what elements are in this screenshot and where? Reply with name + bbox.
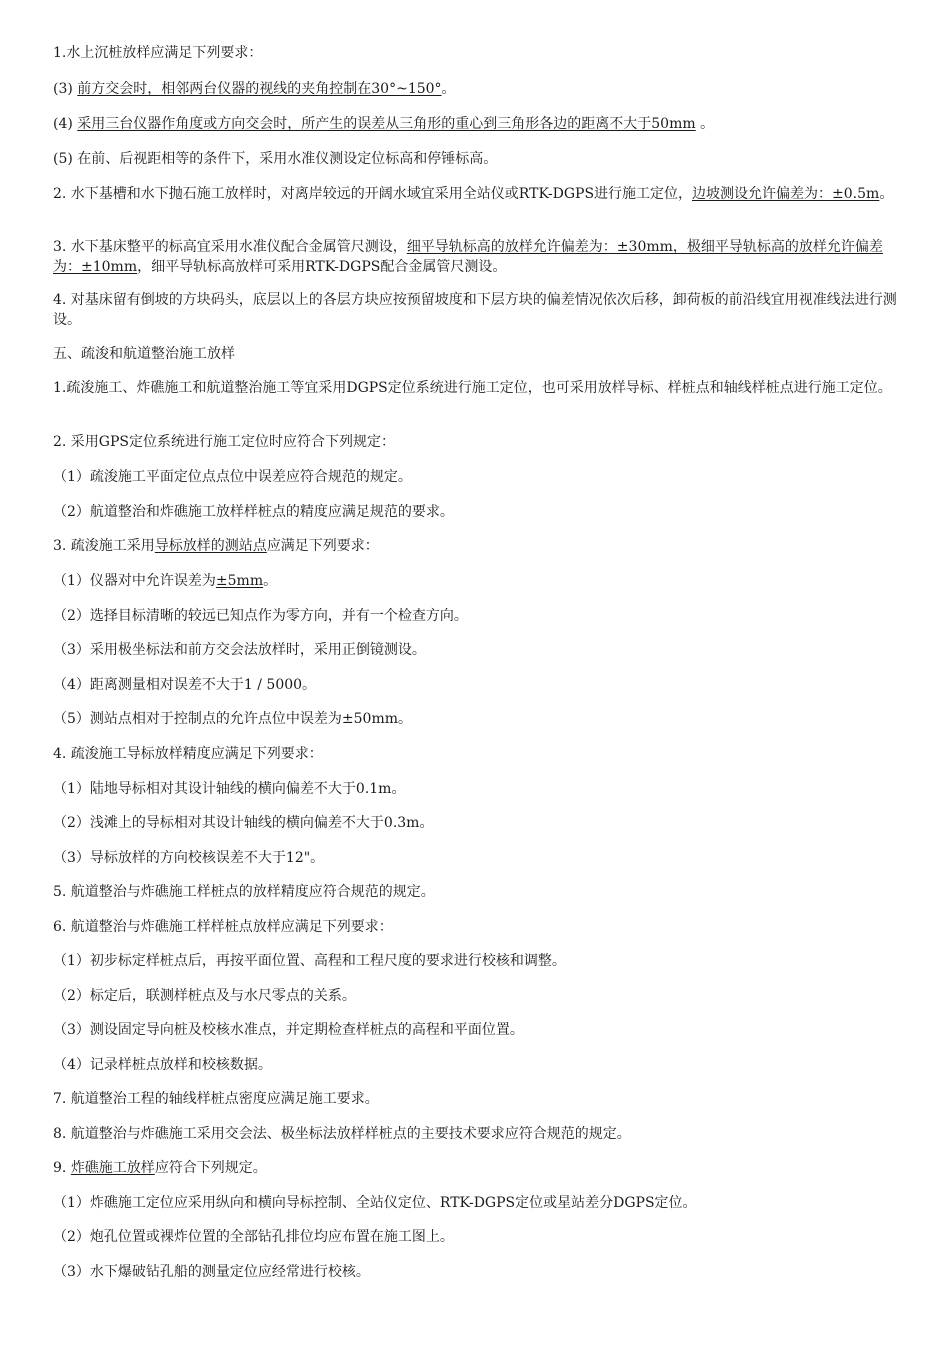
underlined-text: 前方交会时，相邻两台仪器的视线的夹角控制在30°~150° — [77, 81, 442, 97]
text-segment: 五、疏浚和航道整治施工放样 — [53, 346, 235, 362]
paragraph — [53, 1020, 899, 1040]
text-segment: 4. 疏浚施工导标放样精度应满足下列要求： — [53, 746, 323, 762]
text-segment: （1）仪器对中允许误差为 — [53, 573, 216, 589]
paragraph — [53, 467, 899, 487]
text-segment: 应符合下列规定。 — [154, 1160, 267, 1176]
underlined-text: 炸礁施工放样 — [70, 1160, 155, 1176]
underlined-text: 边坡测设允许偏差为：±0.5m — [692, 186, 880, 202]
text-segment: （2）选择目标清晰的较远已知点作为零方向，并有一个检查方向。 — [53, 608, 468, 624]
paragraph — [53, 1262, 899, 1282]
text-segment: （3）采用极坐标法和前方交会法放样时，采用正倒镜测设。 — [53, 642, 426, 658]
text-segment: （4）记录样桩点放样和校核数据。 — [53, 1057, 272, 1073]
text-segment: （1）初步标定样桩点后，再按平面位置、高程和工程尺度的要求进行校核和调整。 — [53, 953, 566, 969]
underlined-text: 细平导轨标高的放样允许偏差为：±30mm，极细平导轨标高的放样允许偏差为：±10mm — [53, 239, 883, 275]
paragraph — [53, 917, 899, 937]
text-segment: （3）导标放样的方向校核误差不大于12"。 — [53, 850, 325, 866]
paragraph — [53, 237, 899, 277]
text-segment: 2. 水下基槽和水下抛石施工放样时，对离岸较远的开阔水域宜采用全站仪或RTK-DGPS进行施工定位， — [53, 186, 693, 202]
paragraph — [53, 675, 899, 695]
paragraph — [53, 344, 899, 364]
paragraph — [53, 1227, 899, 1247]
text-segment: （2）浅滩上的导标相对其设计轴线的横向偏差不大于0.3m。 — [53, 815, 434, 831]
paragraph — [53, 536, 899, 556]
text-segment: （1）疏浚施工平面定位点点位中误差应符合规范的规定。 — [53, 469, 412, 485]
text-segment: （5）测站点相对于控制点的允许点位中误差为±50mm。 — [53, 711, 413, 727]
paragraph — [53, 43, 899, 63]
text-segment: （1）炸礁施工定位应采用纵向和横向导标控制、全站仪定位、RTK-DGPS定位或星站差分DGPS定位。 — [53, 1195, 697, 1211]
text-segment: 1.水上沉桩放样应满足下列要求： — [53, 45, 263, 61]
text-segment: （2）标定后，联测样桩点及与水尺零点的关系。 — [53, 988, 356, 1004]
text-segment: 3. 疏浚施工采用 — [53, 538, 155, 554]
text-segment: 9. — [53, 1160, 71, 1176]
underlined-text: ±5mm — [215, 573, 264, 589]
text-segment: (4) — [53, 116, 78, 132]
text-segment: 。 — [695, 116, 715, 132]
underlined-text: 导标放样的测站点 — [154, 538, 267, 554]
text-segment: 7. 航道整治工程的轴线样桩点密度应满足施工要求。 — [53, 1091, 379, 1107]
text-segment: (5) 在前、后视距相等的条件下，采用水准仪测设定位标高和停锤标高。 — [53, 151, 498, 167]
text-segment: 。 — [879, 186, 894, 202]
text-segment: 应满足下列要求： — [266, 538, 379, 554]
text-segment: （2）炮孔位置或裸炸位置的全部钻孔排位均应布置在施工图上。 — [53, 1229, 454, 1245]
paragraph — [53, 114, 899, 134]
paragraph — [53, 1124, 899, 1144]
underlined-text: 采用三台仪器作角度或方向交会时，所产生的误差从三角形的重心到三角形各边的距离不大于50mm — [77, 116, 696, 132]
paragraph — [53, 882, 899, 902]
text-segment: 8. 航道整治与炸礁施工采用交会法、极坐标法放样样桩点的主要技术要求应符合规范的规定。 — [53, 1126, 631, 1142]
text-segment: 5. 航道整治与炸礁施工样桩点的放样精度应符合规范的规定。 — [53, 884, 435, 900]
paragraph — [53, 986, 899, 1006]
paragraph — [53, 709, 899, 729]
paragraph — [53, 779, 899, 799]
paragraph — [53, 1055, 899, 1075]
paragraph — [53, 432, 899, 452]
paragraph — [53, 79, 899, 99]
text-segment: ，细平导轨标高放样可采用RTK-DGPS配合金属管尺测设。 — [137, 259, 507, 275]
text-segment: (3) — [53, 81, 78, 97]
paragraph — [53, 848, 899, 868]
text-segment: 6. 航道整治与炸礁施工样样桩点放样应满足下列要求： — [53, 919, 393, 935]
paragraph — [53, 1089, 899, 1109]
paragraph — [53, 184, 899, 204]
paragraph — [53, 606, 899, 626]
text-segment: （3）测设固定导向桩及校核水准点，并定期检查样桩点的高程和平面位置。 — [53, 1022, 524, 1038]
paragraph — [53, 1158, 899, 1178]
paragraph — [53, 640, 899, 660]
text-segment: 2. 采用GPS定位系统进行施工定位时应符合下列规定： — [53, 434, 396, 450]
paragraph — [53, 744, 899, 764]
text-segment: 3. 水下基床整平的标高宜采用水准仪配合金属管尺测设， — [53, 239, 407, 255]
text-segment: 4. 对基床留有倒坡的方块码头，底层以上的各层方块应按预留坡度和下层方块的偏差情况依次后移，卸荷板的前沿线宜用视准线法进行测设。 — [53, 292, 897, 328]
paragraph — [53, 571, 899, 591]
text-segment: 。 — [263, 573, 278, 589]
paragraph — [53, 502, 899, 522]
text-segment: （2）航道整治和炸礁施工放样样桩点的精度应满足规范的要求。 — [53, 504, 454, 520]
text-segment: （3）水下爆破钻孔船的测量定位应经常进行校核。 — [53, 1264, 370, 1280]
text-segment: （1）陆地导标相对其设计轴线的横向偏差不大于0.1m。 — [53, 781, 406, 797]
paragraph — [53, 813, 899, 833]
text-segment: （4）距离测量相对误差不大于1 / 5000。 — [53, 677, 317, 693]
paragraph — [53, 1193, 899, 1213]
paragraph — [53, 378, 899, 398]
paragraph — [53, 290, 899, 330]
paragraph — [53, 149, 899, 169]
text-segment: 。 — [441, 81, 456, 97]
text-segment: 1.疏浚施工、炸礁施工和航道整治施工等宜采用DGPS定位系统进行施工定位，也可采用放样导标、样桩点和轴线样桩点进行施工定位。 — [53, 380, 892, 396]
paragraph — [53, 951, 899, 971]
